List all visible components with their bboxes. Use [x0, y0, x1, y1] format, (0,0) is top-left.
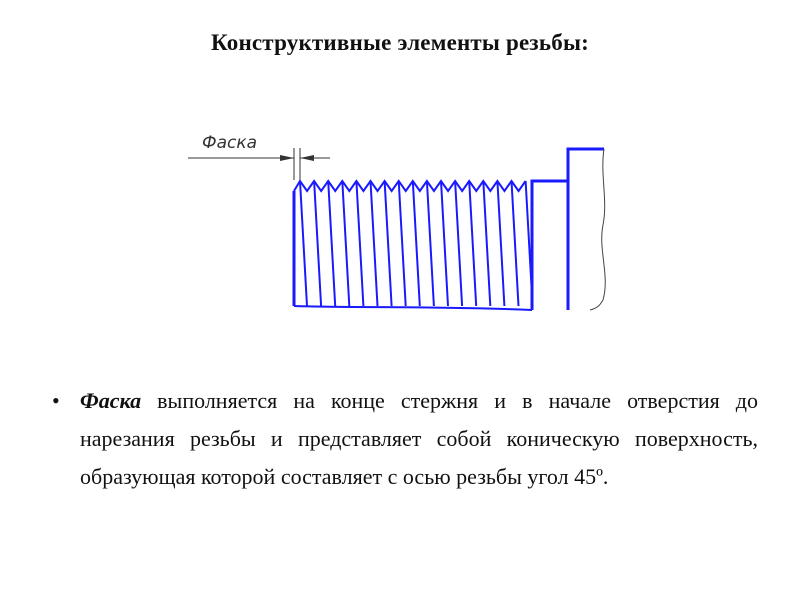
break-line	[590, 149, 605, 310]
thread-line	[497, 181, 504, 306]
thread-line	[469, 181, 476, 306]
thread-line	[512, 181, 519, 306]
head-outline	[532, 181, 568, 310]
callout-label: Фаска	[202, 133, 258, 153]
bullet-dot: •	[52, 388, 60, 413]
thread-line	[328, 181, 335, 306]
bullet-paragraph	[80, 382, 758, 496]
thread-line	[483, 181, 490, 306]
bullet-body: выполняется на конце стержня и в начале отверстия до нарезания резьбы и представляет собой коническую поверхность, образующая которой составляет с осью резьбы угол 45º.	[80, 388, 758, 489]
chamfer-callout	[188, 133, 330, 180]
bullet-item	[48, 382, 758, 496]
thread-line	[385, 181, 392, 306]
thread-line	[342, 181, 349, 306]
thread-line	[427, 181, 434, 306]
thread-line	[314, 181, 321, 306]
thread-line	[356, 181, 363, 306]
rod-bottom-outline	[294, 306, 532, 310]
thread-line	[455, 181, 462, 306]
bullet-term: Фаска	[80, 388, 142, 413]
bolt-head	[532, 149, 605, 310]
thread-body	[294, 181, 533, 310]
callout-arrow-right	[300, 155, 314, 161]
callout-arrow-left	[280, 155, 294, 161]
head-flange-outline	[568, 149, 604, 310]
thread-line	[399, 181, 406, 306]
thread-line	[300, 181, 307, 306]
thread-line	[371, 181, 378, 306]
thread-line	[441, 181, 448, 306]
page-title: Конструктивные элементы резьбы:	[211, 30, 589, 55]
thread-line	[413, 181, 420, 306]
